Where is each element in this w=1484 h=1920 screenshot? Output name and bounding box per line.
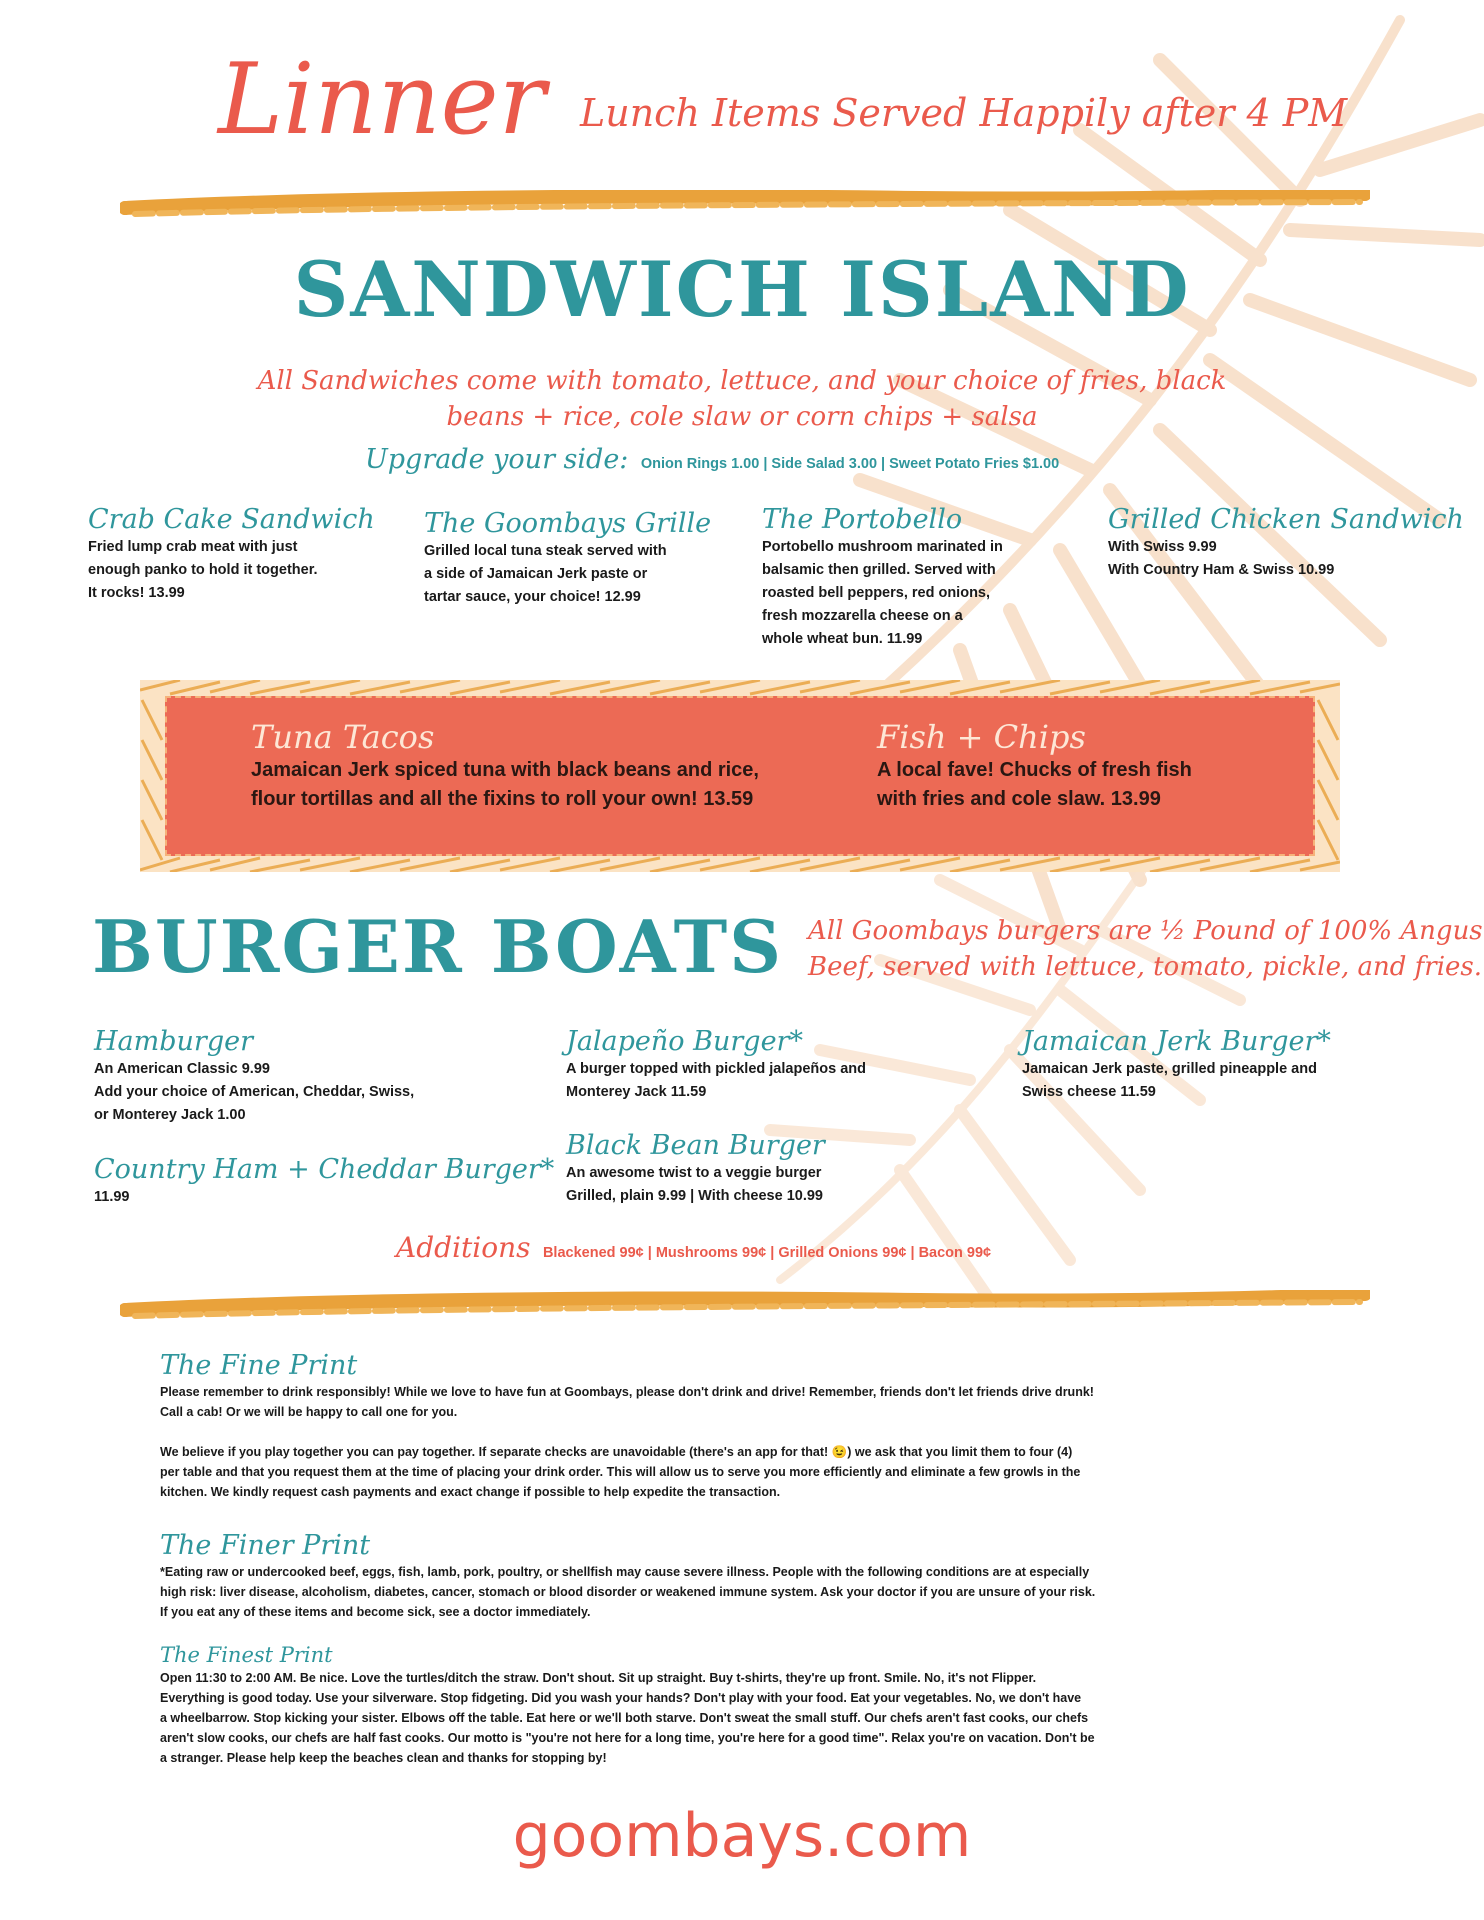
item-desc-line: Grilled, plain 9.99 | With cheese 10.99: [566, 1188, 823, 1204]
menu-item-black-bean-burger: [566, 1130, 966, 1208]
brush-divider-top: [120, 190, 1370, 220]
fine-print-line: Please remember to drink responsibly! While we love to have fun at Goombays, please don't drink and drive! Remember, friends don't let friends drive drunk!: [160, 1385, 1094, 1399]
burger-section-heading: BURGER BOATS: [92, 904, 784, 989]
featured-item-desc-line: flour tortillas and all the fixins to roll your own! 13.59: [251, 788, 754, 810]
finest-print-line: Open 11:30 to 2:00 AM. Be nice. Love the turtles/ditch the straw. Don't shout. Sit up straight. Buy t-shirts, they're up front. Smile. No, it's not Flipper.: [160, 1671, 1037, 1685]
finer-print-title: The Finer Print: [160, 1530, 371, 1561]
fine-print-line: Call a cab! Or we will be happy to call one for you.: [160, 1405, 458, 1419]
brush-divider-bottom: [120, 1290, 1370, 1320]
item-title: Jalapeño Burger*: [566, 1026, 803, 1057]
featured-item-title: Fish + Chips: [877, 718, 1086, 756]
item-desc-line: balsamic then grilled. Served with: [762, 562, 996, 578]
menu-item-portobello: [762, 504, 1082, 651]
sandwich-sides-note-line2: beans + rice, cole slaw or corn chips + salsa: [446, 402, 1038, 432]
item-desc-line: fresh mozzarella cheese on a: [762, 608, 963, 624]
finest-print-line: a wheelbarrow. Stop kicking your sister. Elbows off the table. Eat here or we'll both starve. Don't sweat the small stuff. Our chefs aren't fast cooks, our chefs: [160, 1711, 1089, 1725]
item-desc-line: enough panko to hold it together.: [88, 562, 318, 578]
item-desc-line: tartar sauce, your choice! 12.99: [424, 589, 641, 605]
item-desc-line: A burger topped with pickled jalapeños and: [566, 1061, 866, 1077]
menu-item-hamburger: [94, 1026, 514, 1127]
item-desc-line: With Swiss 9.99: [1108, 539, 1217, 555]
menu-item-jalapeno-burger: [566, 1026, 966, 1104]
item-desc-line: Add your choice of American, Cheddar, Swiss,: [94, 1084, 415, 1100]
additions-options: Blackened 99¢ | Mushrooms 99¢ | Grilled Onions 99¢ | Bacon 99¢: [542, 1245, 992, 1261]
fine-print-line: per table and that you request them at the time of placing your drink order. This will allow us to serve you more efficiently and eliminate a few growls in the: [160, 1465, 1081, 1479]
website-link[interactable]: goombays.com: [512, 1801, 972, 1871]
featured-items-box: [140, 680, 1340, 872]
item-title: Country Ham + Cheddar Burger*: [94, 1154, 555, 1185]
burger-note-line2: Beef, served with lettuce, tomato, pickle, and fries.: [808, 952, 1483, 982]
item-desc-line: 11.99: [94, 1189, 130, 1205]
sandwich-section-heading: SANDWICH ISLAND: [293, 245, 1191, 334]
featured-item-title: Tuna Tacos: [251, 718, 435, 756]
featured-item-desc-line: Jamaican Jerk spiced tuna with black beans and rice,: [251, 759, 759, 781]
sandwich-sides-note-line1: All Sandwiches come with tomato, lettuce, and your choice of fries, black: [257, 366, 1227, 396]
item-desc-line: or Monterey Jack 1.00: [94, 1107, 246, 1123]
item-title: The Portobello: [762, 504, 963, 535]
item-desc-line: Portobello mushroom marinated in: [762, 539, 1003, 555]
fine-print-line: We believe if you play together you can pay together. If separate checks are unavoidable (there's an app for that! 😉) we ask that you limit them to four (4): [160, 1445, 1073, 1459]
menu-title: Linner: [218, 43, 546, 157]
menu-item-goombays-grille: [424, 508, 744, 609]
item-title: Black Bean Burger: [566, 1130, 825, 1161]
fine-print-title: The Fine Print: [160, 1350, 358, 1381]
fine-print-section: [160, 1350, 1350, 1502]
item-title: The Goombays Grille: [424, 508, 712, 539]
item-desc-line: a side of Jamaican Jerk paste or: [424, 566, 648, 582]
finest-print-line: a stranger. Please help keep the beaches clean and thanks for stopping by!: [160, 1751, 607, 1765]
fine-print-line: kitchen. We kindly request cash payments and exact change if possible to help expedite the transaction.: [160, 1485, 781, 1499]
upgrade-side-row: [365, 442, 1059, 478]
item-desc-line: Swiss cheese 11.59: [1022, 1084, 1156, 1100]
burger-note-line1: All Goombays burgers are ½ Pound of 100% Angus: [808, 916, 1483, 946]
finest-print-line: aren't slow cooks, our chefs are half fast cooks. Our motto is "you're not here for a long time, you're here for a good time". Relax you're on vacation. Don't be: [160, 1731, 1095, 1745]
finer-print-line: *Eating raw or undercooked beef, eggs, fish, lamb, pork, poultry, or shellfish may cause severe illness. People with the following conditions are at especially: [160, 1565, 1090, 1579]
item-desc-line: It rocks! 13.99: [88, 585, 185, 601]
featured-items-panel: [165, 696, 1315, 856]
menu-item-grilled-chicken: [1108, 504, 1464, 582]
featured-item-desc-line: with fries and cole slaw. 13.99: [877, 788, 1161, 810]
item-desc-line: Monterey Jack 11.59: [566, 1084, 707, 1100]
finest-print-line: Everything is good today. Use your silverware. Stop fidgeting. Did you wash your hands? Don't play with your food. Eat your vegetables. No, we don't have: [160, 1691, 1082, 1705]
additions-row: [396, 1230, 991, 1266]
item-desc-line: roasted bell peppers, red onions,: [762, 585, 991, 601]
featured-item-desc-line: A local fave! Chucks of fresh fish: [877, 759, 1192, 781]
item-desc-line: Fried lump crab meat with just: [88, 539, 298, 555]
finest-print-section: [160, 1642, 1350, 1768]
item-desc-line: With Country Ham & Swiss 10.99: [1108, 562, 1335, 578]
item-desc-line: Jamaican Jerk paste, grilled pineapple and: [1022, 1061, 1317, 1077]
item-desc-line: An awesome twist to a veggie burger: [566, 1165, 822, 1181]
item-title: Crab Cake Sandwich: [88, 504, 375, 535]
finer-print-section: [160, 1530, 1350, 1622]
menu-item-jamaican-jerk-burger: [1022, 1026, 1442, 1104]
item-title: Hamburger: [94, 1026, 253, 1057]
menu-item-crab-cake: [88, 504, 398, 605]
finer-print-line: high risk: liver disease, alcoholism, diabetes, cancer, stomach or blood disorder or weakened immune system. Ask your doctor if you are unsure of your risk.: [160, 1585, 1096, 1599]
additions-label: Additions: [396, 1231, 531, 1264]
menu-subtitle: Lunch Items Served Happily after 4 PM: [580, 91, 1348, 135]
upgrade-side-label: Upgrade your side:: [365, 444, 629, 475]
item-desc-line: whole wheat bun. 11.99: [762, 631, 923, 647]
menu-item-country-ham-burger: [94, 1154, 555, 1209]
item-title: Jamaican Jerk Burger*: [1022, 1026, 1331, 1057]
item-title: Grilled Chicken Sandwich: [1108, 504, 1464, 535]
featured-item-fish-chips: [877, 718, 1297, 814]
upgrade-side-options: Onion Rings 1.00 | Side Salad 3.00 | Sweet Potato Fries $1.00: [640, 456, 1060, 472]
finer-print-line: If you eat any of these items and become sick, see a doctor immediately.: [160, 1605, 591, 1619]
item-desc-line: An American Classic 9.99: [94, 1061, 270, 1077]
item-desc-line: Grilled local tuna steak served with: [424, 543, 667, 559]
finest-print-title: The Finest Print: [160, 1643, 333, 1667]
featured-item-tuna-tacos: [251, 718, 851, 814]
